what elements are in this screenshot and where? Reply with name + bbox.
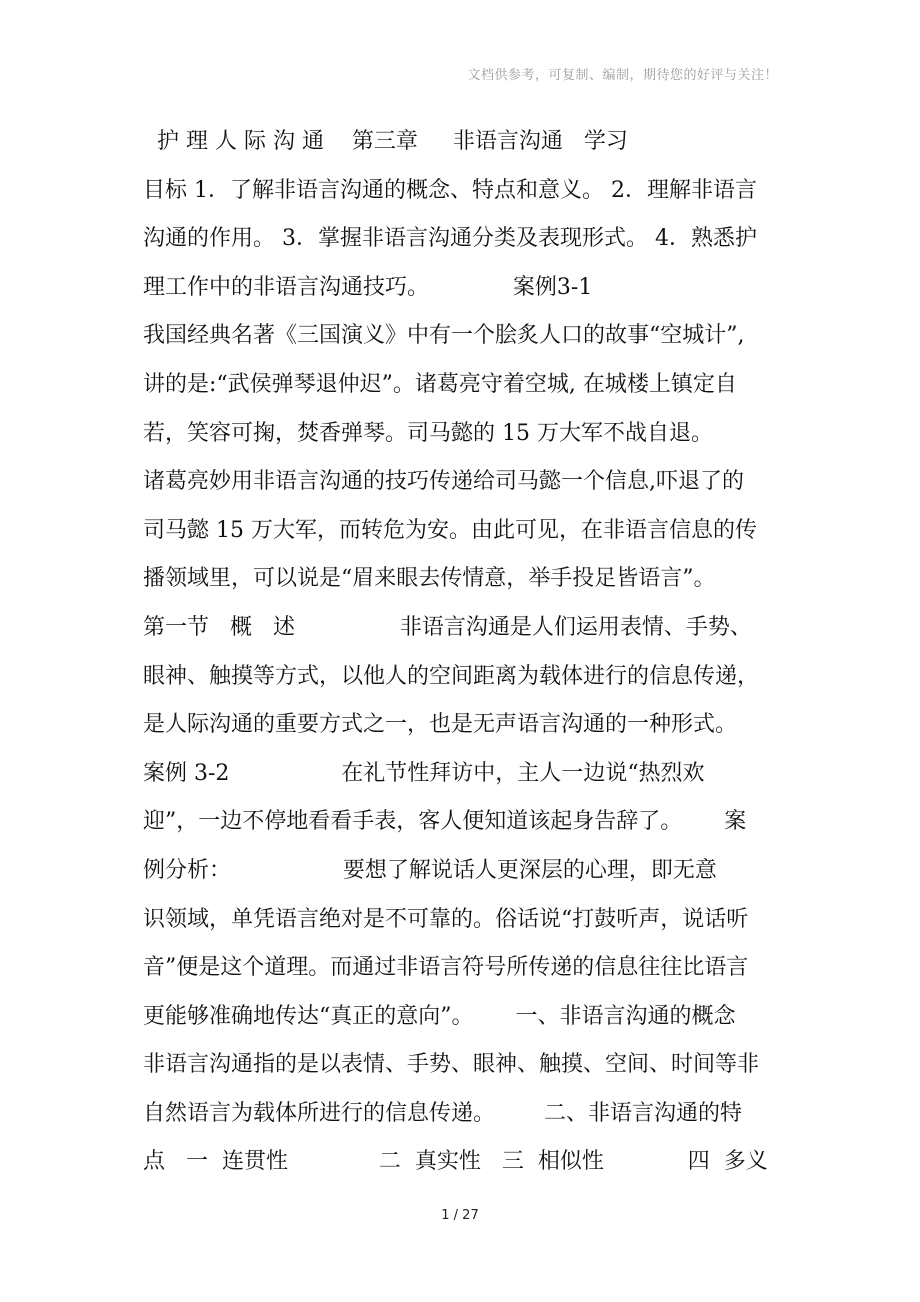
text-line: 案例 3-2 在礼节性拜访中，主人一边说“热烈欢 [143,760,705,786]
text-line: 诸葛亮妙用非语言沟通的技巧传递给司马懿一个信息,吓退了的 [143,469,744,495]
body-text [143,118,803,1187]
text-line: 若，笑容可掬，焚香弹琴。司马懿的 15 万大军不战自退。 [143,420,713,446]
text-line: 护 理 人 际 沟 通 第三章 非语言沟通 学习 [143,129,628,154]
text-line: 识领域，单凭语言绝对是不可靠的。俗话说“打鼓听声，说话听 [143,906,749,932]
page-number: 1 / 27 [441,1208,479,1223]
text-line: 例分析： 要想了解说话人更深层的心理，即无意 [143,857,717,883]
text-line: 沟通的作用。 3．掌握非语言沟通分类及表现形式。 4．熟悉护 [143,226,757,252]
text-line: 自然语言为载体所进行的信息传递。 二、非语言沟通的特 [143,1100,742,1126]
header-note: 文档供参考，可复制、编制，期待您的好评与关注！ [467,68,778,83]
text-line: 司马懿 15 万大军，而转危为安。由此可见，在非语言信息的传 [143,517,757,543]
text-line: 眼神、触摸等方式，以他人的空间距离为载体进行的信息传递， [143,663,760,689]
text-line: 目标 1．了解非语言沟通的概念、特点和意义。 2．理解非语言 [143,177,757,203]
text-line: 点 一 连贯性 二 真实性 三 相似性 四 多义 [143,1149,768,1175]
text-line: 是人际沟通的重要方式之一，也是无声语言沟通的一种形式。 [143,712,738,738]
text-line: 音”便是这个道理。而通过非语言符号所传递的信息往往比语言 [143,955,749,981]
text-line: 讲的是:“武侯弹琴退仲迟”。诸葛亮守着空城, 在城楼上镇定自 [143,371,737,397]
text-line: 播领域里，可以说是“眉来眼去传情意，举手投足皆语言”。 [143,566,716,592]
text-line: 非语言沟通指的是以表情、手势、眼神、触摸、空间、时间等非 [143,1052,760,1078]
text-line: 我国经典名著《三国演义》中有一个脍炙人口的故事“空城计”, [143,323,745,349]
text-line: 迎”，一边不停地看看手表，客人便知道该起身告辞了。 案 [143,809,747,835]
text-line: 第一节 概 述 非语言沟通是人们运用表情、手势、 [143,614,752,640]
text-line: 更能够准确地传达“真正的意向”。 一、非语言沟通的概念 [143,1003,736,1029]
text-line: 理工作中的非语言沟通技巧。 案例3-1 [143,274,593,300]
